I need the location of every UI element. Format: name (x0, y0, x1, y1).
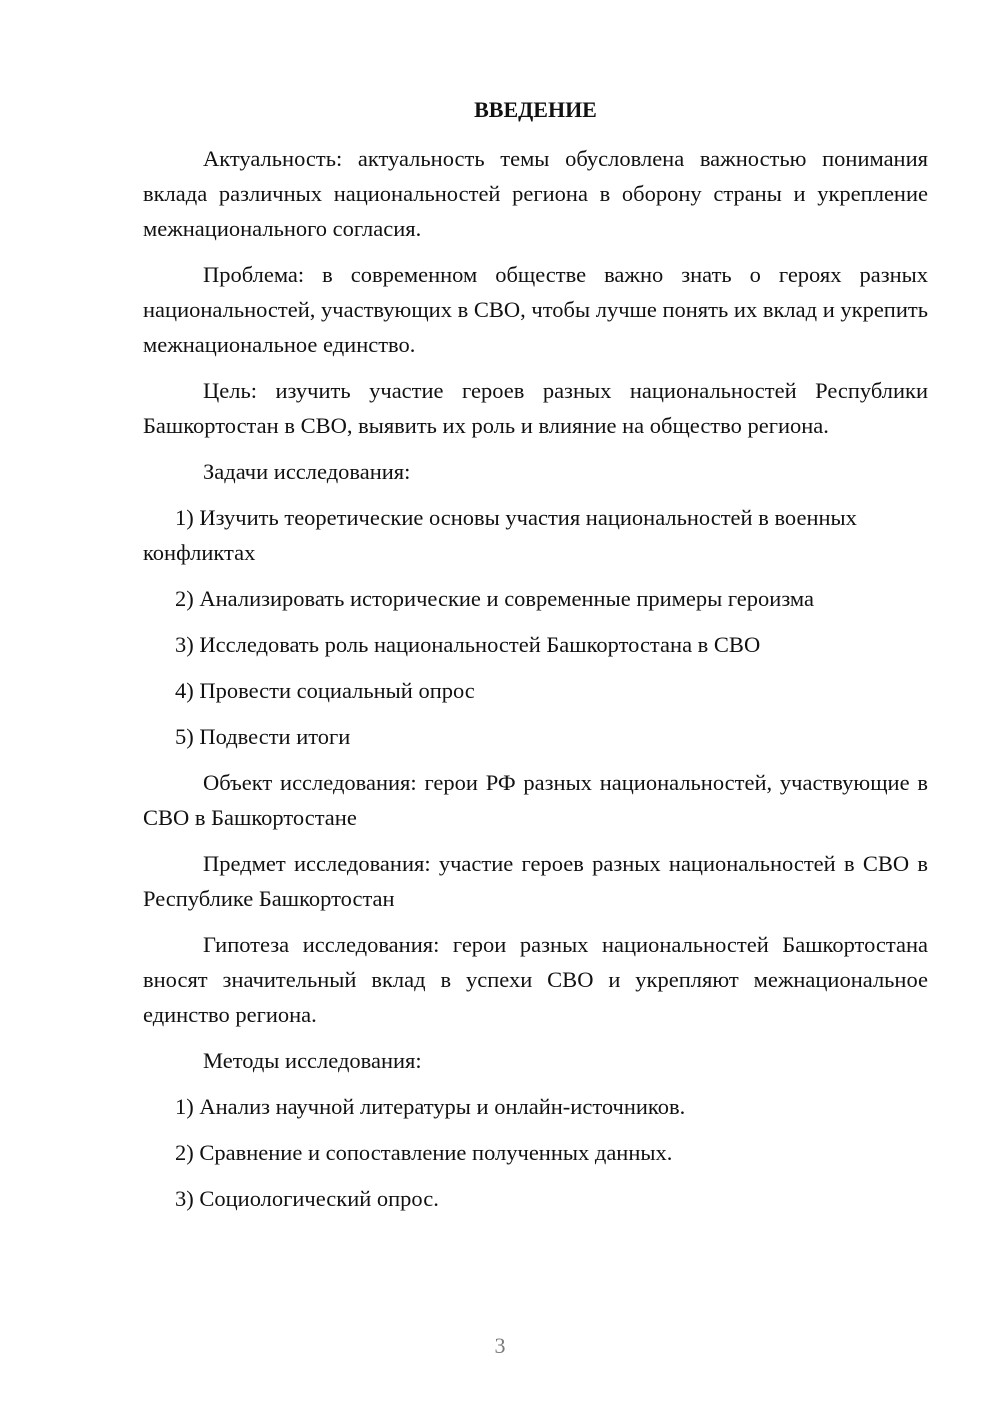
methods-list (143, 1089, 928, 1216)
methods-heading: Методы исследования: (203, 1048, 422, 1073)
hypothesis-paragraph: Гипотеза исследования: герои разных национальностей Башкортостана вносят значительный вклад в успехи СВО и укрепляют межнациональное единство региона. (143, 932, 928, 1027)
task-item: 4) Провести социальный опрос (175, 678, 475, 703)
task-item: 1) Изучить теоретические основы участия национальностей в военных конфликтах (143, 505, 857, 565)
goal-paragraph: Цель: изучить участие героев разных национальностей Республики Башкортостан в СВО, выявить их роль и влияние на общество региона. (143, 378, 928, 438)
document-page (143, 94, 928, 1227)
object-paragraph: Объект исследования: герои РФ разных национальностей, участвующие в СВО в Башкортостане (143, 770, 928, 830)
tasks-heading: Задачи исследования: (203, 459, 411, 484)
problem-paragraph: Проблема: в современном обществе важно знать о героях разных национальностей, участвующих в СВО, чтобы лучше понять их вклад и укрепить межнациональное единство. (143, 262, 928, 357)
tasks-list (143, 500, 928, 754)
method-item: 2) Сравнение и сопоставление полученных данных. (175, 1140, 673, 1165)
section-title: ВВЕДЕНИЕ (474, 97, 597, 122)
subject-paragraph: Предмет исследования: участие героев разных национальностей в СВО в Республике Башкортостан (143, 851, 928, 911)
task-item: 5) Подвести итоги (175, 724, 351, 749)
method-item: 3) Социологический опрос. (175, 1186, 439, 1211)
relevance-paragraph: Актуальность: актуальность темы обусловлена важностью понимания вклада различных национальностей региона в оборону страны и укрепление межнационального согласия. (143, 146, 928, 241)
method-item: 1) Анализ научной литературы и онлайн-источников. (175, 1094, 686, 1119)
task-item: 2) Анализировать исторические и современные примеры героизма (175, 586, 814, 611)
task-item: 3) Исследовать роль национальностей Башкортостана в СВО (175, 632, 761, 657)
page-number: 3 (494, 1333, 506, 1358)
